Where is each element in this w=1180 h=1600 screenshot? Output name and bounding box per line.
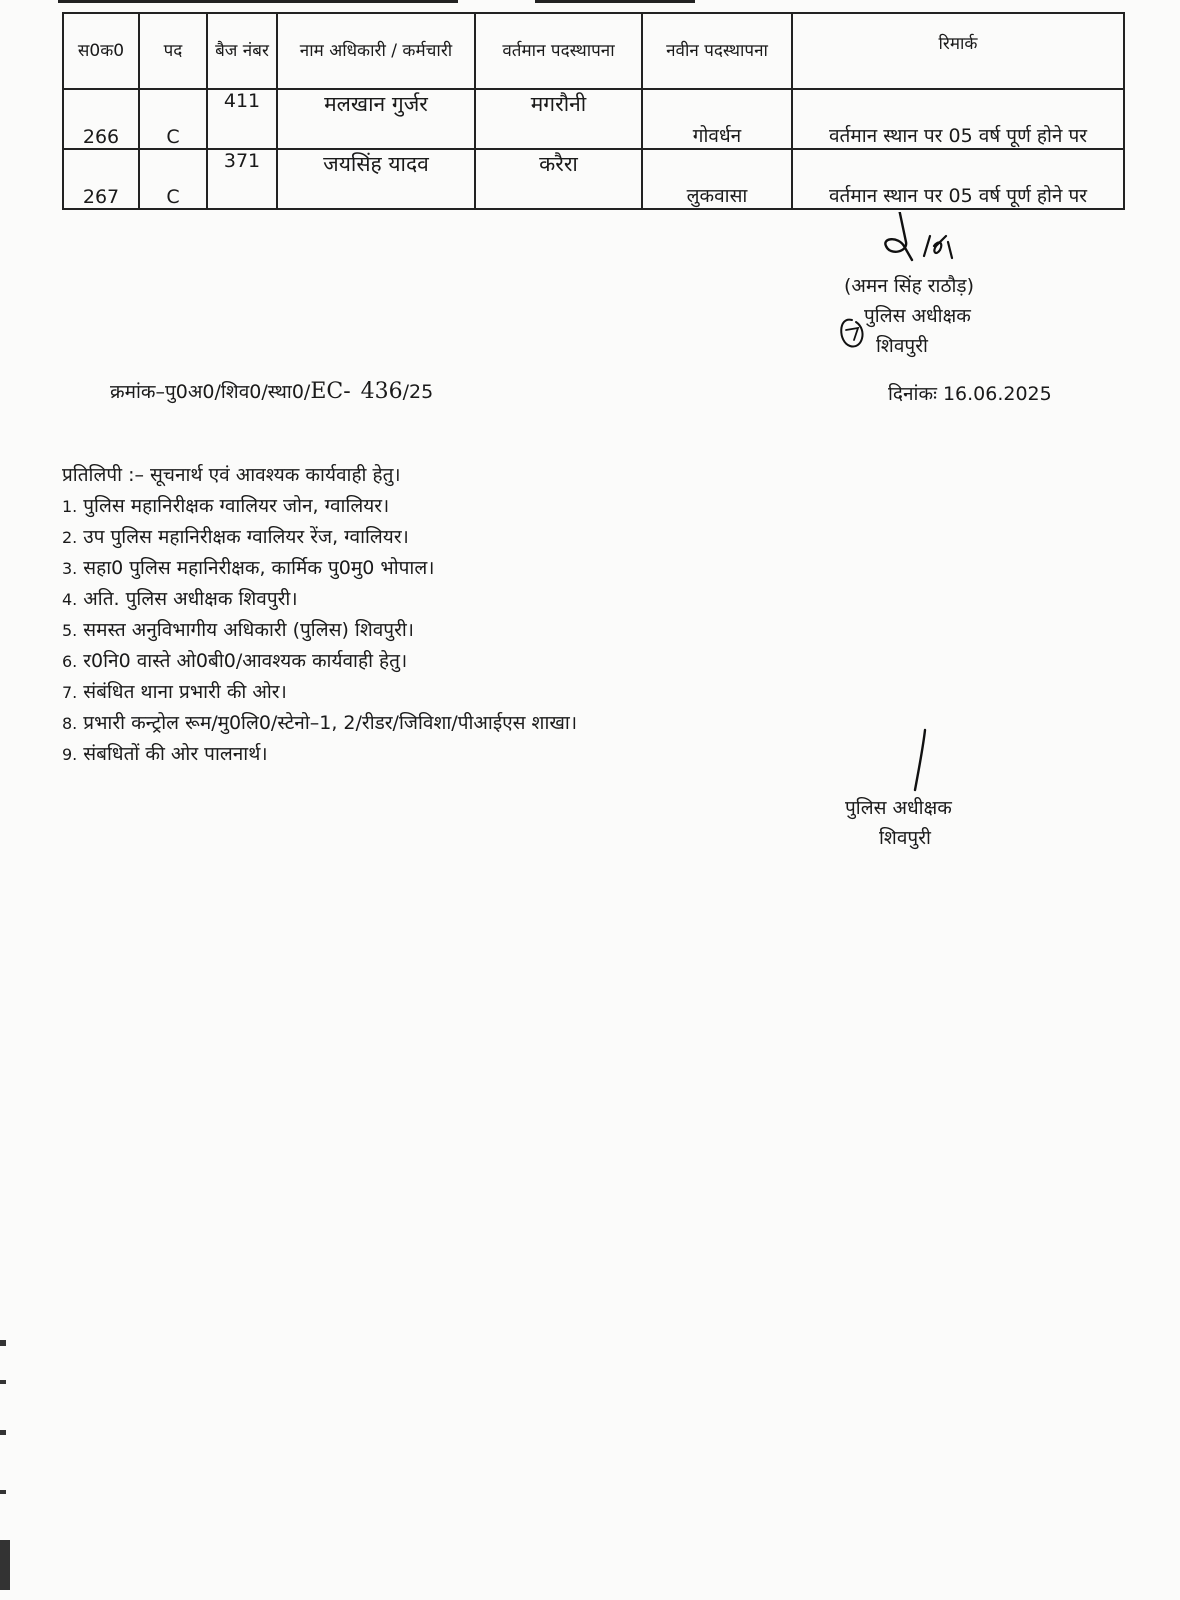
row-name: मलखान गुर्जर — [277, 89, 475, 149]
scan-edge-mark — [0, 1540, 10, 1590]
table-row — [63, 89, 1124, 149]
list-item-text: प्रभारी कन्ट्रोल रूम/मु0लि0/स्टेनो–1, 2/रीडर/जिविशा/पीआईएस शाखा। — [83, 712, 578, 734]
row-new-posting: लुकवासा — [642, 149, 792, 209]
row-rank: C — [139, 89, 207, 149]
list-item-number: 8. — [62, 714, 78, 733]
list-item — [62, 491, 822, 522]
copy-list — [62, 491, 822, 770]
bottom-handwritten-stroke — [905, 728, 945, 794]
header-badge-no: बैज नंबर — [207, 13, 277, 89]
signatory-name: (अमन सिंह राठौड़) — [844, 275, 974, 297]
header-current-posting: वर्तमान पदस्थापना — [475, 13, 642, 89]
row-current-posting: करैरा — [475, 149, 642, 209]
signature-block — [820, 212, 1040, 362]
list-item — [62, 584, 822, 615]
copy-distribution — [62, 460, 822, 770]
list-item-text: अति. पुलिस अधीक्षक शिवपुरी। — [83, 588, 298, 610]
row-current-posting: मगरौनी — [475, 89, 642, 149]
copy-intro: प्रतिलिपी :– सूचनार्थ एवं आवश्यक कार्यवाही हेतु। — [62, 464, 401, 486]
header-rank: पद — [139, 13, 207, 89]
table-header-row — [63, 13, 1124, 89]
row-name: जयसिंह यादव — [277, 149, 475, 209]
header-serial-no: स0क0 — [63, 13, 139, 89]
header-new-posting: नवीन पदस्थापना — [642, 13, 792, 89]
list-item-text: संबंधित थाना प्रभारी की ओर। — [83, 681, 287, 703]
table-row — [63, 149, 1124, 209]
signatory-designation: पुलिस अधीक्षक — [864, 305, 971, 327]
header-name: नाम अधिकारी / कर्मचारी — [277, 13, 475, 89]
list-item — [62, 739, 822, 770]
top-rule-left — [58, 0, 458, 3]
scan-edge-mark — [0, 1490, 6, 1494]
list-item-text: पुलिस महानिरीक्षक ग्वालियर जोन, ग्वालियर। — [83, 495, 390, 517]
bottom-signature-block — [845, 728, 1025, 858]
list-item — [62, 615, 822, 646]
row-remark: वर्तमान स्थान पर 05 वर्ष पूर्ण होने पर — [792, 89, 1124, 149]
transfer-table — [62, 12, 1125, 210]
list-item — [62, 646, 822, 677]
list-item-text: संबधितों की ओर पालनार्थ। — [83, 743, 268, 765]
scan-edge-mark — [0, 1380, 6, 1384]
top-rule-right — [535, 0, 695, 3]
bottom-signatory-designation: पुलिस अधीक्षक — [845, 797, 952, 819]
list-item-number: 9. — [62, 745, 78, 764]
list-item-number: 4. — [62, 590, 78, 609]
bottom-signatory-place: शिवपुरी — [879, 827, 931, 849]
row-serial-no: 266 — [63, 89, 139, 149]
list-item-number: 5. — [62, 621, 78, 640]
list-item-text: सहा0 पुलिस महानिरीक्षक, कार्मिक पु0मु0 भोपाल। — [83, 557, 435, 579]
list-item-number: 7. — [62, 683, 78, 702]
scan-edge-mark — [0, 1340, 6, 1346]
list-item — [62, 677, 822, 708]
list-item-number: 2. — [62, 528, 78, 547]
list-item-number: 3. — [62, 559, 78, 578]
list-item — [62, 708, 822, 739]
list-item — [62, 553, 822, 584]
list-item-number: 1. — [62, 497, 78, 516]
row-new-posting: गोवर्धन — [642, 89, 792, 149]
row-remark: वर्तमान स्थान पर 05 वर्ष पूर्ण होने पर — [792, 149, 1124, 209]
reference-number — [110, 378, 433, 404]
row-badge-no: 411 — [207, 89, 277, 149]
scan-edge-mark — [0, 1430, 6, 1435]
reference-suffix: /25 — [402, 381, 434, 403]
reference-prefix: क्रमांक–पु0अ0/शिव0/स्था0/ — [110, 381, 311, 403]
list-item-number: 6. — [62, 652, 78, 671]
reference-code: EC- — [310, 379, 351, 404]
row-badge-no: 371 — [207, 149, 277, 209]
reference-number-value: 436 — [360, 379, 403, 404]
list-item-text: उप पुलिस महानिरीक्षक ग्वालियर रेंज, ग्वालियर। — [83, 526, 409, 548]
order-date: दिनांकः 16.06.2025 — [888, 383, 1052, 405]
list-item-text: र0नि0 वास्ते ओ0बी0/आवश्यक कार्यवाही हेतु। — [83, 650, 408, 672]
row-serial-no: 267 — [63, 149, 139, 209]
signatory-place: शिवपुरी — [876, 335, 928, 357]
row-rank: C — [139, 149, 207, 209]
list-item — [62, 522, 822, 553]
list-item-text: समस्त अनुविभागीय अधिकारी (पुलिस) शिवपुरी। — [83, 619, 414, 641]
header-remark: रिमार्क — [792, 13, 1124, 89]
